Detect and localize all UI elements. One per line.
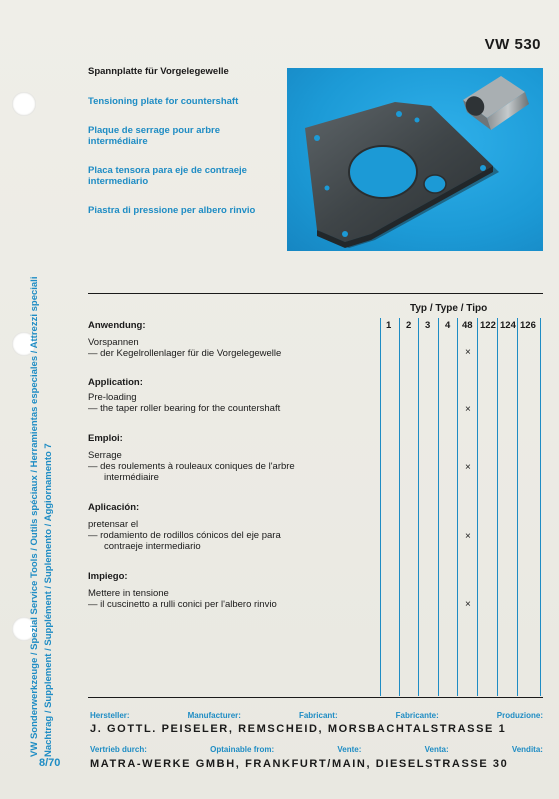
- section-line: Vorspannen: [88, 337, 139, 348]
- section-heading: Application:: [88, 377, 143, 388]
- section-line: Pre-loading: [88, 392, 137, 403]
- type-col-48: 48: [462, 320, 473, 331]
- side-caption-line-1: VW Sonderwerkzeuge / Spezial Service Tools / Outils spéciaux / Herramientas especiales / Attrezzi speciali: [29, 276, 40, 757]
- multilingual-titles: [88, 66, 280, 234]
- section-italian: [88, 571, 277, 610]
- type-col-4: 4: [445, 320, 451, 331]
- column-rule: [438, 318, 439, 696]
- section-heading: Emploi:: [88, 433, 123, 444]
- section-line: — des roulements à rouleaux coniques de l'arbre: [88, 461, 295, 472]
- column-rule: [380, 318, 381, 696]
- section-line: pretensar el: [88, 519, 139, 530]
- label: Venta:: [424, 745, 449, 754]
- section-heading: Aplicación:: [88, 502, 140, 513]
- section-english: [88, 377, 280, 414]
- section-german: [88, 320, 281, 359]
- label: Fabricant:: [298, 711, 338, 720]
- title-english: Tensioning plate for countershaft: [88, 96, 239, 107]
- type-col-126: 126: [520, 320, 536, 331]
- section-line: — the taper roller bearing for the countershaft: [88, 403, 281, 414]
- side-caption: [28, 277, 56, 757]
- column-rule: [540, 318, 541, 696]
- type-col-124: 124: [500, 320, 516, 331]
- applicability-mark: ×: [465, 599, 471, 610]
- label: Vente:: [337, 745, 362, 754]
- applicability-mark: ×: [465, 347, 471, 358]
- column-rule: [418, 318, 419, 696]
- applicability-mark: ×: [465, 462, 471, 473]
- label: Vertrieb durch:: [90, 745, 147, 754]
- type-col-1: 1: [386, 320, 392, 331]
- section-line: — il cuscinetto a rulli conici per l'albero rinvio: [88, 599, 277, 610]
- applicability-mark: ×: [465, 404, 471, 415]
- column-rule: [497, 318, 498, 696]
- type-header: Typ / Type / Tipo: [410, 303, 488, 314]
- tool-photo: [287, 68, 543, 251]
- title-spanish: Placa tensora para eje de contraeje intermediario: [88, 165, 247, 187]
- applicability-mark: ×: [465, 531, 471, 542]
- document-code: VW 530: [484, 36, 541, 53]
- manufacturer-address: J. GOTTL. PEISELER, REMSCHEID, MORSBACHTALSTRASSE 1: [90, 723, 507, 735]
- section-spanish: [88, 502, 281, 552]
- distributor-labels: [90, 745, 543, 754]
- distributor-address: MATRA-WERKE GMBH, FRANKFURT/MAIN, DIESELSTRASSE 30: [90, 758, 509, 770]
- label: Optainable from:: [210, 745, 275, 754]
- column-rule: [517, 318, 518, 696]
- label: Produzione:: [496, 711, 543, 720]
- date-code: 8/70: [39, 757, 61, 769]
- section-heading: Impiego:: [88, 571, 128, 582]
- label: Hersteller:: [90, 711, 130, 720]
- type-col-122: 122: [480, 320, 496, 331]
- label: Fabricante:: [395, 711, 439, 720]
- bottom-divider: [88, 697, 543, 698]
- section-line: Serrage: [88, 450, 122, 461]
- section-french: [88, 433, 295, 483]
- label: Vendita:: [511, 745, 543, 754]
- title-german: Spannplatte für Vorgelegewelle: [88, 66, 229, 77]
- manufacturer-labels: [90, 711, 543, 720]
- label: Manufacturer:: [187, 711, 241, 720]
- type-col-2: 2: [406, 320, 412, 331]
- title-italian: Piastra di pressione per albero rinvio: [88, 205, 256, 216]
- tensioning-plate-illustration: [287, 68, 543, 251]
- section-line: contraeje intermediario: [104, 541, 201, 552]
- section-heading: Anwendung:: [88, 320, 146, 331]
- section-line: intermédiaire: [104, 472, 159, 483]
- title-french: Plaque de serrage pour arbre intermédiaire: [88, 125, 220, 147]
- binder-hole-1: [12, 92, 36, 116]
- type-col-3: 3: [425, 320, 431, 331]
- top-divider: [88, 293, 543, 294]
- column-rule: [399, 318, 400, 696]
- section-line: Mettere in tensione: [88, 588, 169, 599]
- side-caption-line-2: Nachtrag / Supplement / Supplément / Suplemento / Aggiornamento 7: [43, 443, 54, 757]
- column-rule: [457, 318, 458, 696]
- section-line: — rodamiento de rodillos cónicos del eje para: [88, 530, 281, 541]
- section-line: — der Kegelrollenlager für die Vorgelegewelle: [88, 348, 282, 359]
- column-rule: [477, 318, 478, 696]
